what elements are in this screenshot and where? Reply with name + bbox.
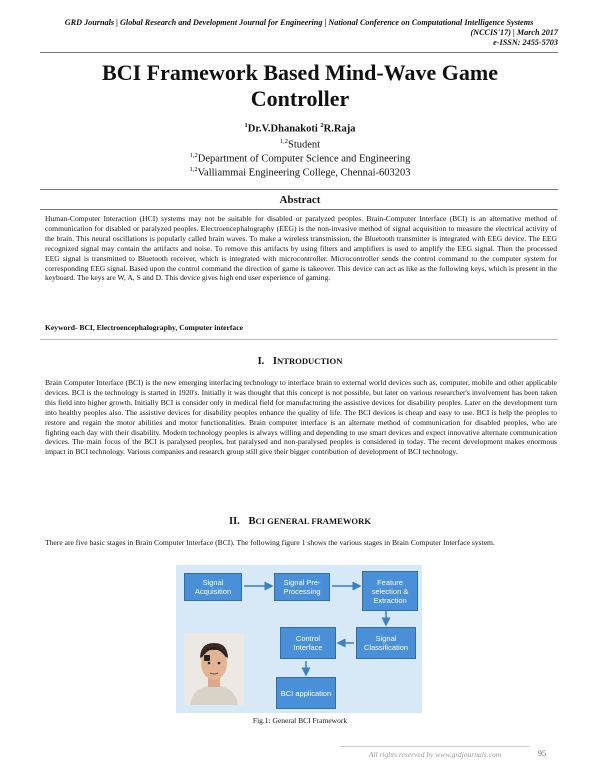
section-2-title-initial: B <box>248 516 256 527</box>
journal-header-line1: GRD Journals | Global Research and Development Journal for Engineering | National Conference on Computational Intelligence Systems <box>64 18 534 27</box>
author2-sup: 2 <box>320 122 324 129</box>
introduction-text: Brain Computer Interface (BCI) is the new emerging interfacing technology to interface brain to external world devices such as, computer, mobile and other applicable devices. BCI is the technology is started in 1920's. Initially it was thought that this concept is not possible, but later on various researcher's involvement has been taken this field into higher growth. Initially BCI is consider only in medical field for manufacturing the assistive devices for disability peoples. Later on the development turn into healthy peoples also. The assistive devices for disability peoples enhance the quality of life. The BCI devices is cheap and easy to use. BCI is help the peoples to restore and regain the motor abilities and motor functionalities. Brain computer interface is an alternate method of communication for disabled peoples, who are fighting each day with their disability. Modern technology peoples is always willing and depending to use smart devices and expect innovative alternate communication devices. The main focus of the BCI is paralysed peoples, but paralysed and non-paralysed peoples is considered in today. The recent development makes enormous impact in BCI technology. Various companies and research group still give their bigger contribution of development of BCI technology. <box>45 378 557 457</box>
author-line <box>40 122 560 135</box>
box-signal-classification: Signal Classification <box>356 627 416 659</box>
section-framework-heading <box>40 516 560 527</box>
keywords: Keyword- BCI, Electroencephalography, Computer interface <box>45 323 243 332</box>
affiliation-2-sup: 1,2 <box>189 152 198 159</box>
box-control-interface: Control Interface <box>280 627 336 659</box>
section-1-number: I. <box>257 356 265 367</box>
abstract-heading-divider <box>40 209 558 210</box>
affiliation-1-sup: 1,2 <box>279 138 289 145</box>
headset-user-photo <box>184 633 244 705</box>
paper-title-line2: Controller <box>250 86 350 111</box>
box-feature-extraction: Feature selection & Extraction <box>362 571 418 611</box>
section-2-title-rest: CI GENERAL FRAMEWORK <box>255 516 371 526</box>
abstract-top-divider <box>40 189 558 190</box>
footer-rights: All rights reserved by www.grdjournals.com <box>368 750 502 759</box>
abstract-text: Human-Computer Interaction (HCI) systems may not be suitable for disabled or paralyzed peoples. Brain-Computer Interface (BCI) is an alternative method of communication for disabled or paralyzed peoples. Electroencephalography (EEG) is the non-invasive method of signal acquisition to measure the electrical activity of the brain. This neural oscillations is popularly called brain waves. To make a wireless transmission, the Bluetooth transmitter is integrated with EEG device. The EEG recognized signal may contain the artifacts and noise. To remove this artifacts by using filters and amplifiers is used to amplify the EEG signal. Then the processed EEG signal is transmitted to Bluetooth receiver, which is integrated with microcontroller. Microcontroller sends the control command to the computer system for corresponding EEG signal. Based upon the control command the direction of game is takeover. This device can act as like as the following keys, which is present in the keyboard. The keys are W, A, S and D. This device gives high end user experience of gaming. <box>45 214 557 283</box>
page-number: 95 <box>538 749 546 758</box>
journal-header <box>40 18 558 48</box>
bci-framework-figure <box>176 565 422 713</box>
journal-header-line2: (NCCIS'17) | March 2017 <box>470 28 558 37</box>
footer-divider <box>340 746 530 747</box>
affiliation-2 <box>40 152 560 165</box>
section-introduction-heading <box>40 356 560 367</box>
abstract-bottom-divider <box>40 339 558 340</box>
section-2-number: II. <box>229 516 240 527</box>
author1-sup: 1 <box>244 122 248 129</box>
box-bci-application: BCI application <box>276 677 336 709</box>
abstract-heading: Abstract <box>279 194 321 206</box>
affiliation-3-text: Valliammai Engineering College, Chennai-603203 <box>197 167 411 179</box>
affiliation-3 <box>40 166 560 179</box>
affiliation-1 <box>40 138 560 151</box>
box-signal-preprocessing: Signal Pre-Processing <box>274 573 330 601</box>
paper-title-line1: BCI Framework Based Mind-Wave Game <box>102 60 498 85</box>
figure-caption: Fig.1: General BCI Framework <box>252 716 348 725</box>
affiliation-3-sup: 1,2 <box>189 166 198 173</box>
section-1-title-initial: I <box>272 356 277 367</box>
header-divider <box>40 52 558 53</box>
box-signal-acquisition: Signal Acquisition <box>184 573 242 601</box>
affiliation-1-text: Student <box>288 139 321 151</box>
affiliation-2-text: Department of Computer Science and Engineering <box>197 153 411 165</box>
author2-name: R.Raja <box>323 123 356 135</box>
paper-title <box>40 60 560 112</box>
section-1-title-rest: NTRODUCTION <box>277 356 343 366</box>
headset-user-illustration <box>184 633 244 705</box>
journal-issn: e-ISSN: 2455-5703 <box>493 38 558 47</box>
framework-text: There are five basic stages in Brain Computer Interface (BCI). The following figure 1 shows the various stages in Brain Computer Interface system. <box>45 538 495 547</box>
author1-name: Dr.V.Dhanakoti <box>247 123 321 135</box>
